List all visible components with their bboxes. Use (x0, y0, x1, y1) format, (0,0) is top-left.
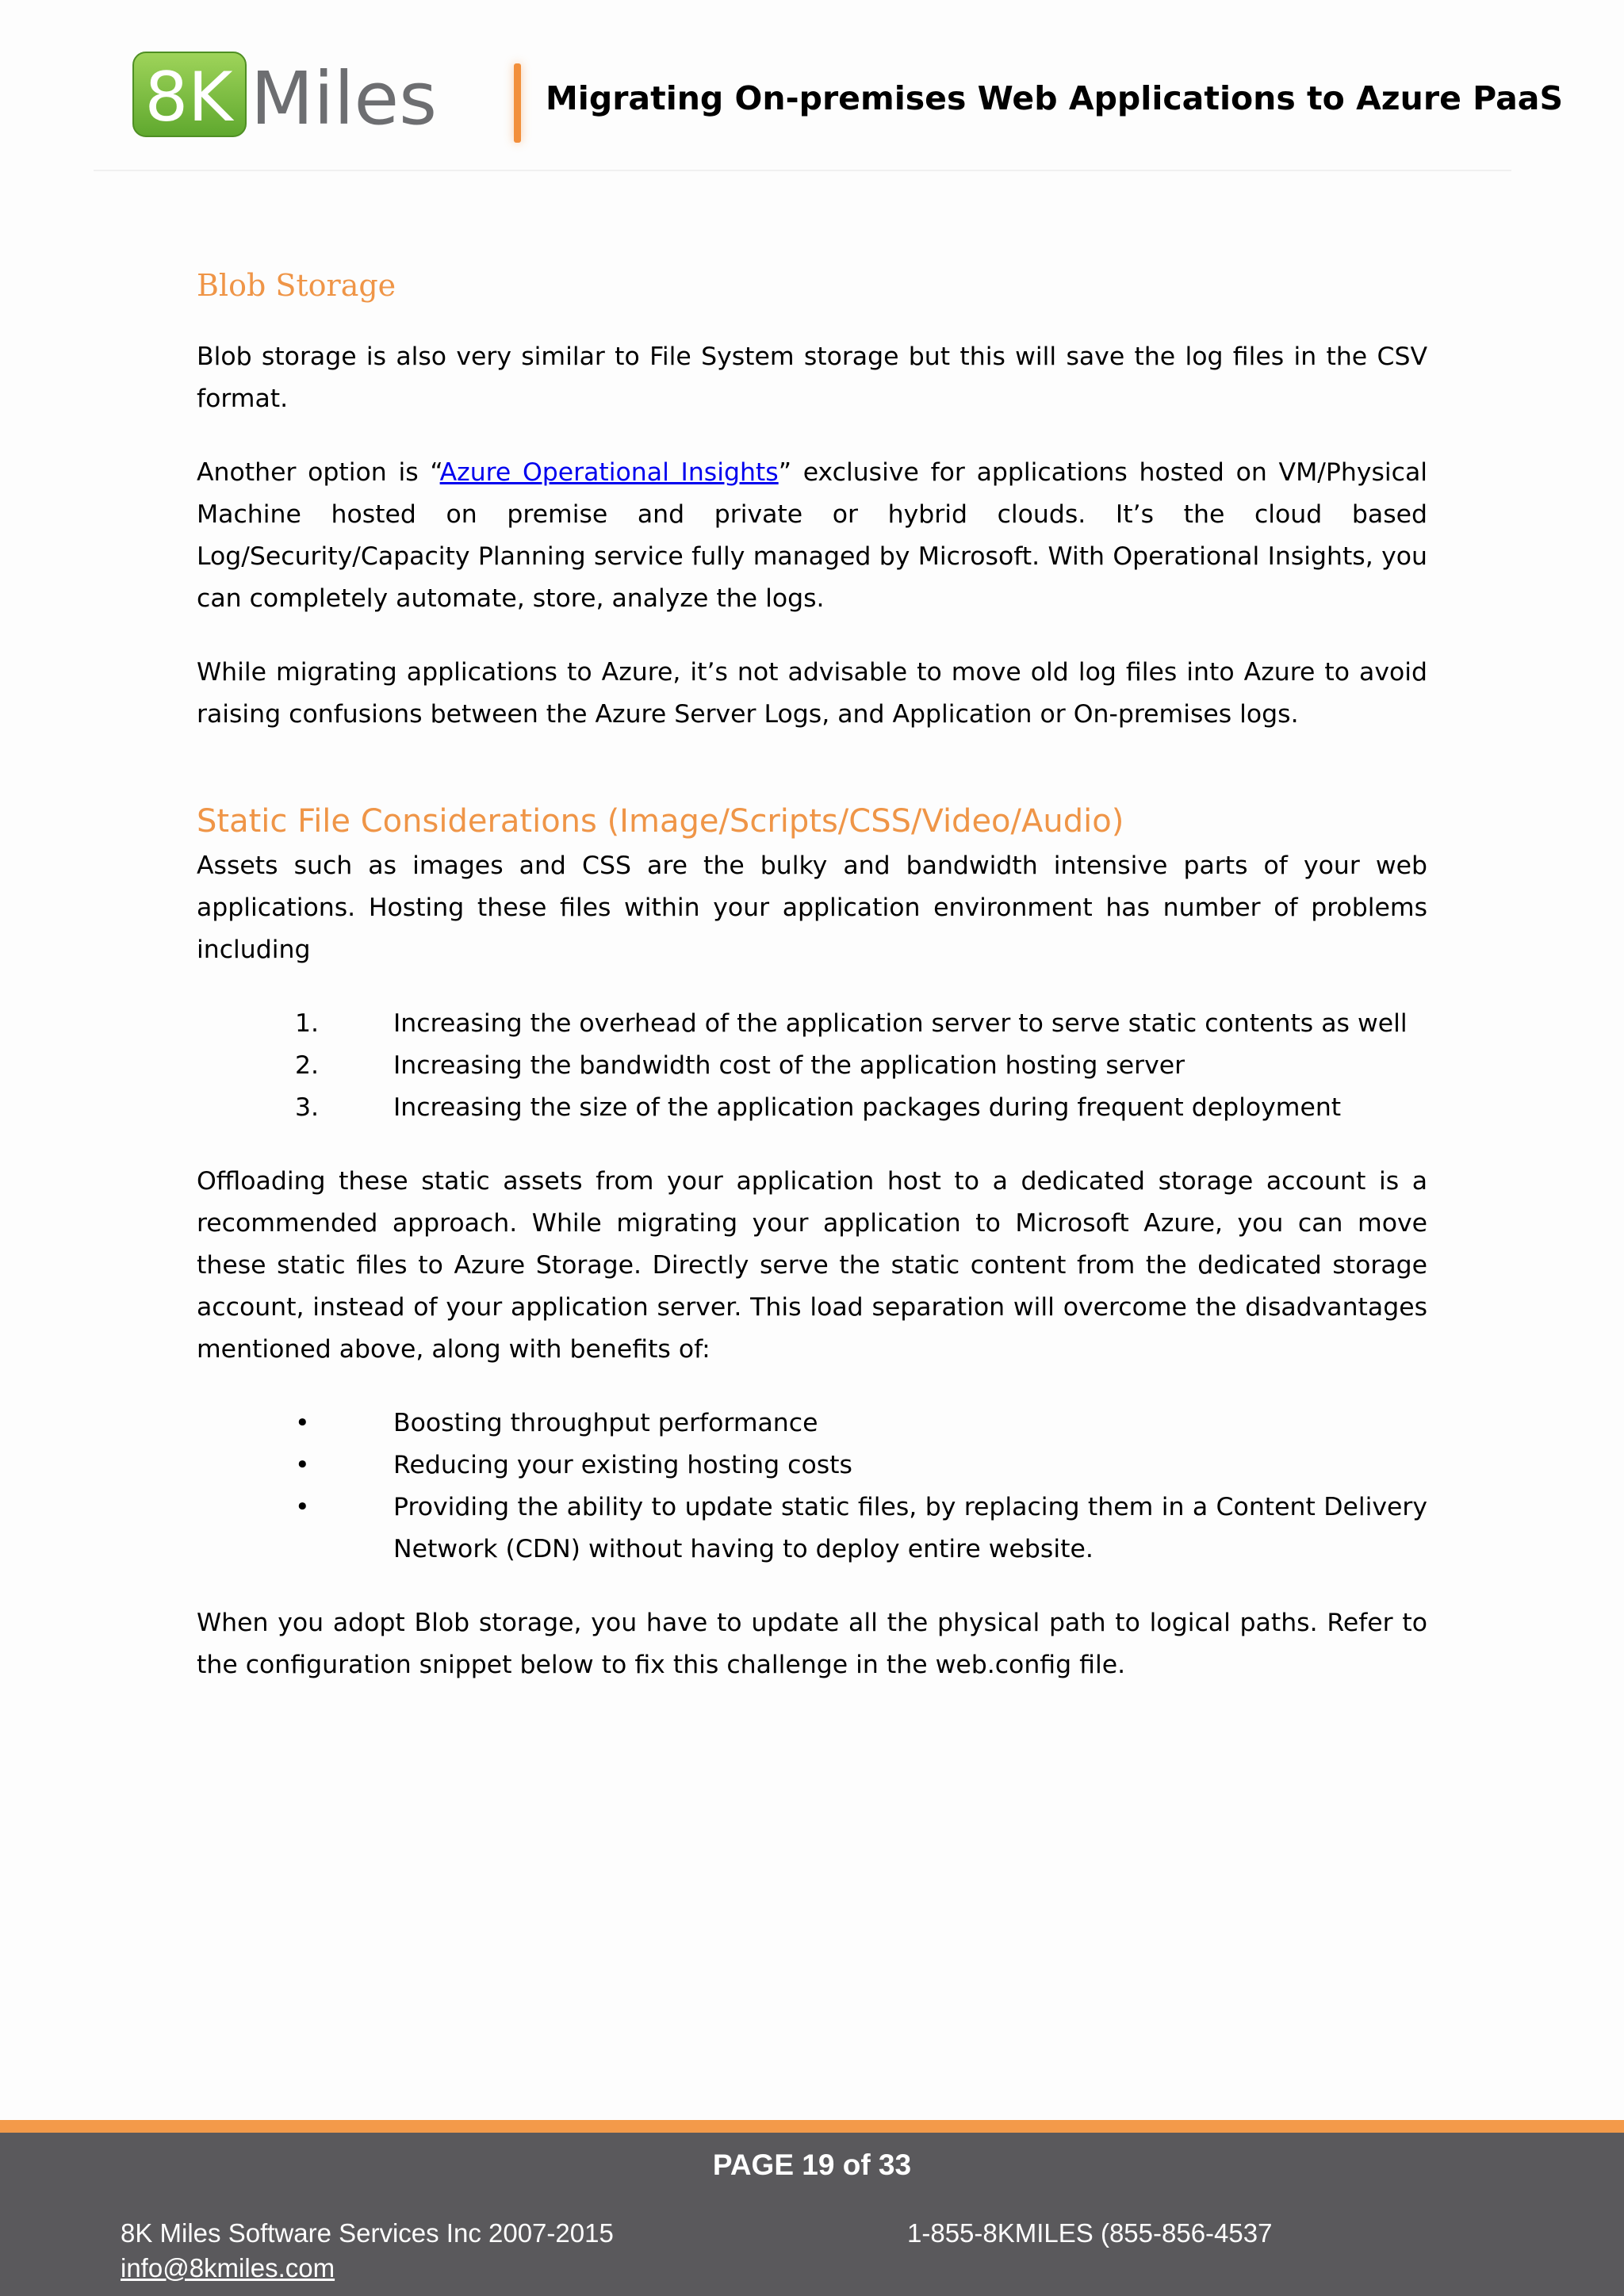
list-item (197, 1045, 1427, 1087)
page-footer (0, 2133, 1624, 2296)
heading-blob-storage: Blob Storage (197, 268, 396, 303)
list-item-text: Increasing the bandwidth cost of the application hosting server (393, 1051, 1185, 1080)
paragraph-blob-csv: Blob storage is also very similar to File System storage but this will save the log files in the CSV format. (197, 342, 1427, 413)
list-item (197, 1445, 1427, 1487)
list-item-text: Boosting throughput performance (393, 1409, 818, 1437)
bullet: • (295, 1409, 310, 1437)
paragraph-offloading: Offloading these static assets from your application host to a dedicated storage account is a recommended approach. While migrating your application to Microsoft Azure, you can move these static files to Azure Storage. Directly serve the static content from the dedicated storage account, instead of your application server. This load separation will overcome the disadvantages mentioned above, along with benefits of: (197, 1167, 1427, 1364)
list-number: 1. (295, 1009, 320, 1038)
problems-list (197, 1003, 1427, 1129)
footer-email-link[interactable]: info@8kmiles.com (121, 2253, 335, 2283)
bullet: • (295, 1493, 310, 1521)
page-header (94, 32, 1563, 171)
heading-static-files: Static File Considerations (Image/Scripts/CSS/Video/Audio) (197, 803, 1124, 840)
footer-accent-stripe (0, 2120, 1624, 2133)
bullet: • (295, 1451, 310, 1479)
text-segment: ” exclusive for applications hosted on VM/Physical Machine hosted on premise and private or hybrid clouds. It’s the cloud based Log/Security/Capacity Planning service fully managed by Microsoft. With Operational Insights, you can completely automate, store, analyze the logs. (197, 458, 1427, 613)
footer-company: 8K Miles Software Services Inc 2007-2015 (121, 2218, 614, 2248)
company-logo (132, 49, 528, 168)
list-number: 3. (295, 1093, 320, 1122)
list-item-text: Providing the ability to update static files, by replacing them in a Content Delivery Network (CDN) without having to deploy entire website. (393, 1493, 1427, 1563)
footer-phone: 1-855-8KMILES (855-856-4537 (907, 2218, 1273, 2248)
azure-operational-insights-link[interactable]: Azure Operational Insights (439, 458, 779, 487)
text-segment: Another option is “ (197, 458, 440, 487)
paragraph-blob-paths: When you adopt Blob storage, you have to update all the physical path to logical paths. Refer to the configuration snippet below to fix this challenge in the web.config file. (197, 1609, 1427, 1679)
list-number: 2. (295, 1051, 320, 1080)
page-content (197, 262, 1427, 1718)
svg-text:Miles: Miles (251, 56, 438, 141)
header-accent-bar (514, 63, 521, 143)
benefits-list (197, 1402, 1427, 1571)
page-number: PAGE 19 of 33 (712, 2149, 912, 2181)
list-item-text: Increasing the size of the application packages during frequent deployment (393, 1093, 1342, 1122)
svg-text:8K: 8K (144, 58, 233, 137)
list-item (197, 1487, 1427, 1571)
list-item-text: Reducing your existing hosting costs (393, 1451, 852, 1479)
list-item (197, 1402, 1427, 1445)
paragraph-migrating-logs: While migrating applications to Azure, it’s not advisable to move old log files into Azure to avoid raising confusions between the Azure Server Logs, and Application or On-premises logs. (197, 658, 1427, 729)
paragraph-operational-insights (197, 452, 1427, 620)
list-item-text: Increasing the overhead of the application server to serve static contents as well (393, 1009, 1408, 1038)
list-item (197, 1087, 1427, 1129)
document-title: Migrating On-premises Web Applications to Azure PaaS (546, 79, 1563, 117)
list-item (197, 1003, 1427, 1045)
paragraph-assets: Assets such as images and CSS are the bulky and bandwidth intensive parts of your web applications. Hosting these files within your application environment has number of problems including (197, 851, 1427, 964)
